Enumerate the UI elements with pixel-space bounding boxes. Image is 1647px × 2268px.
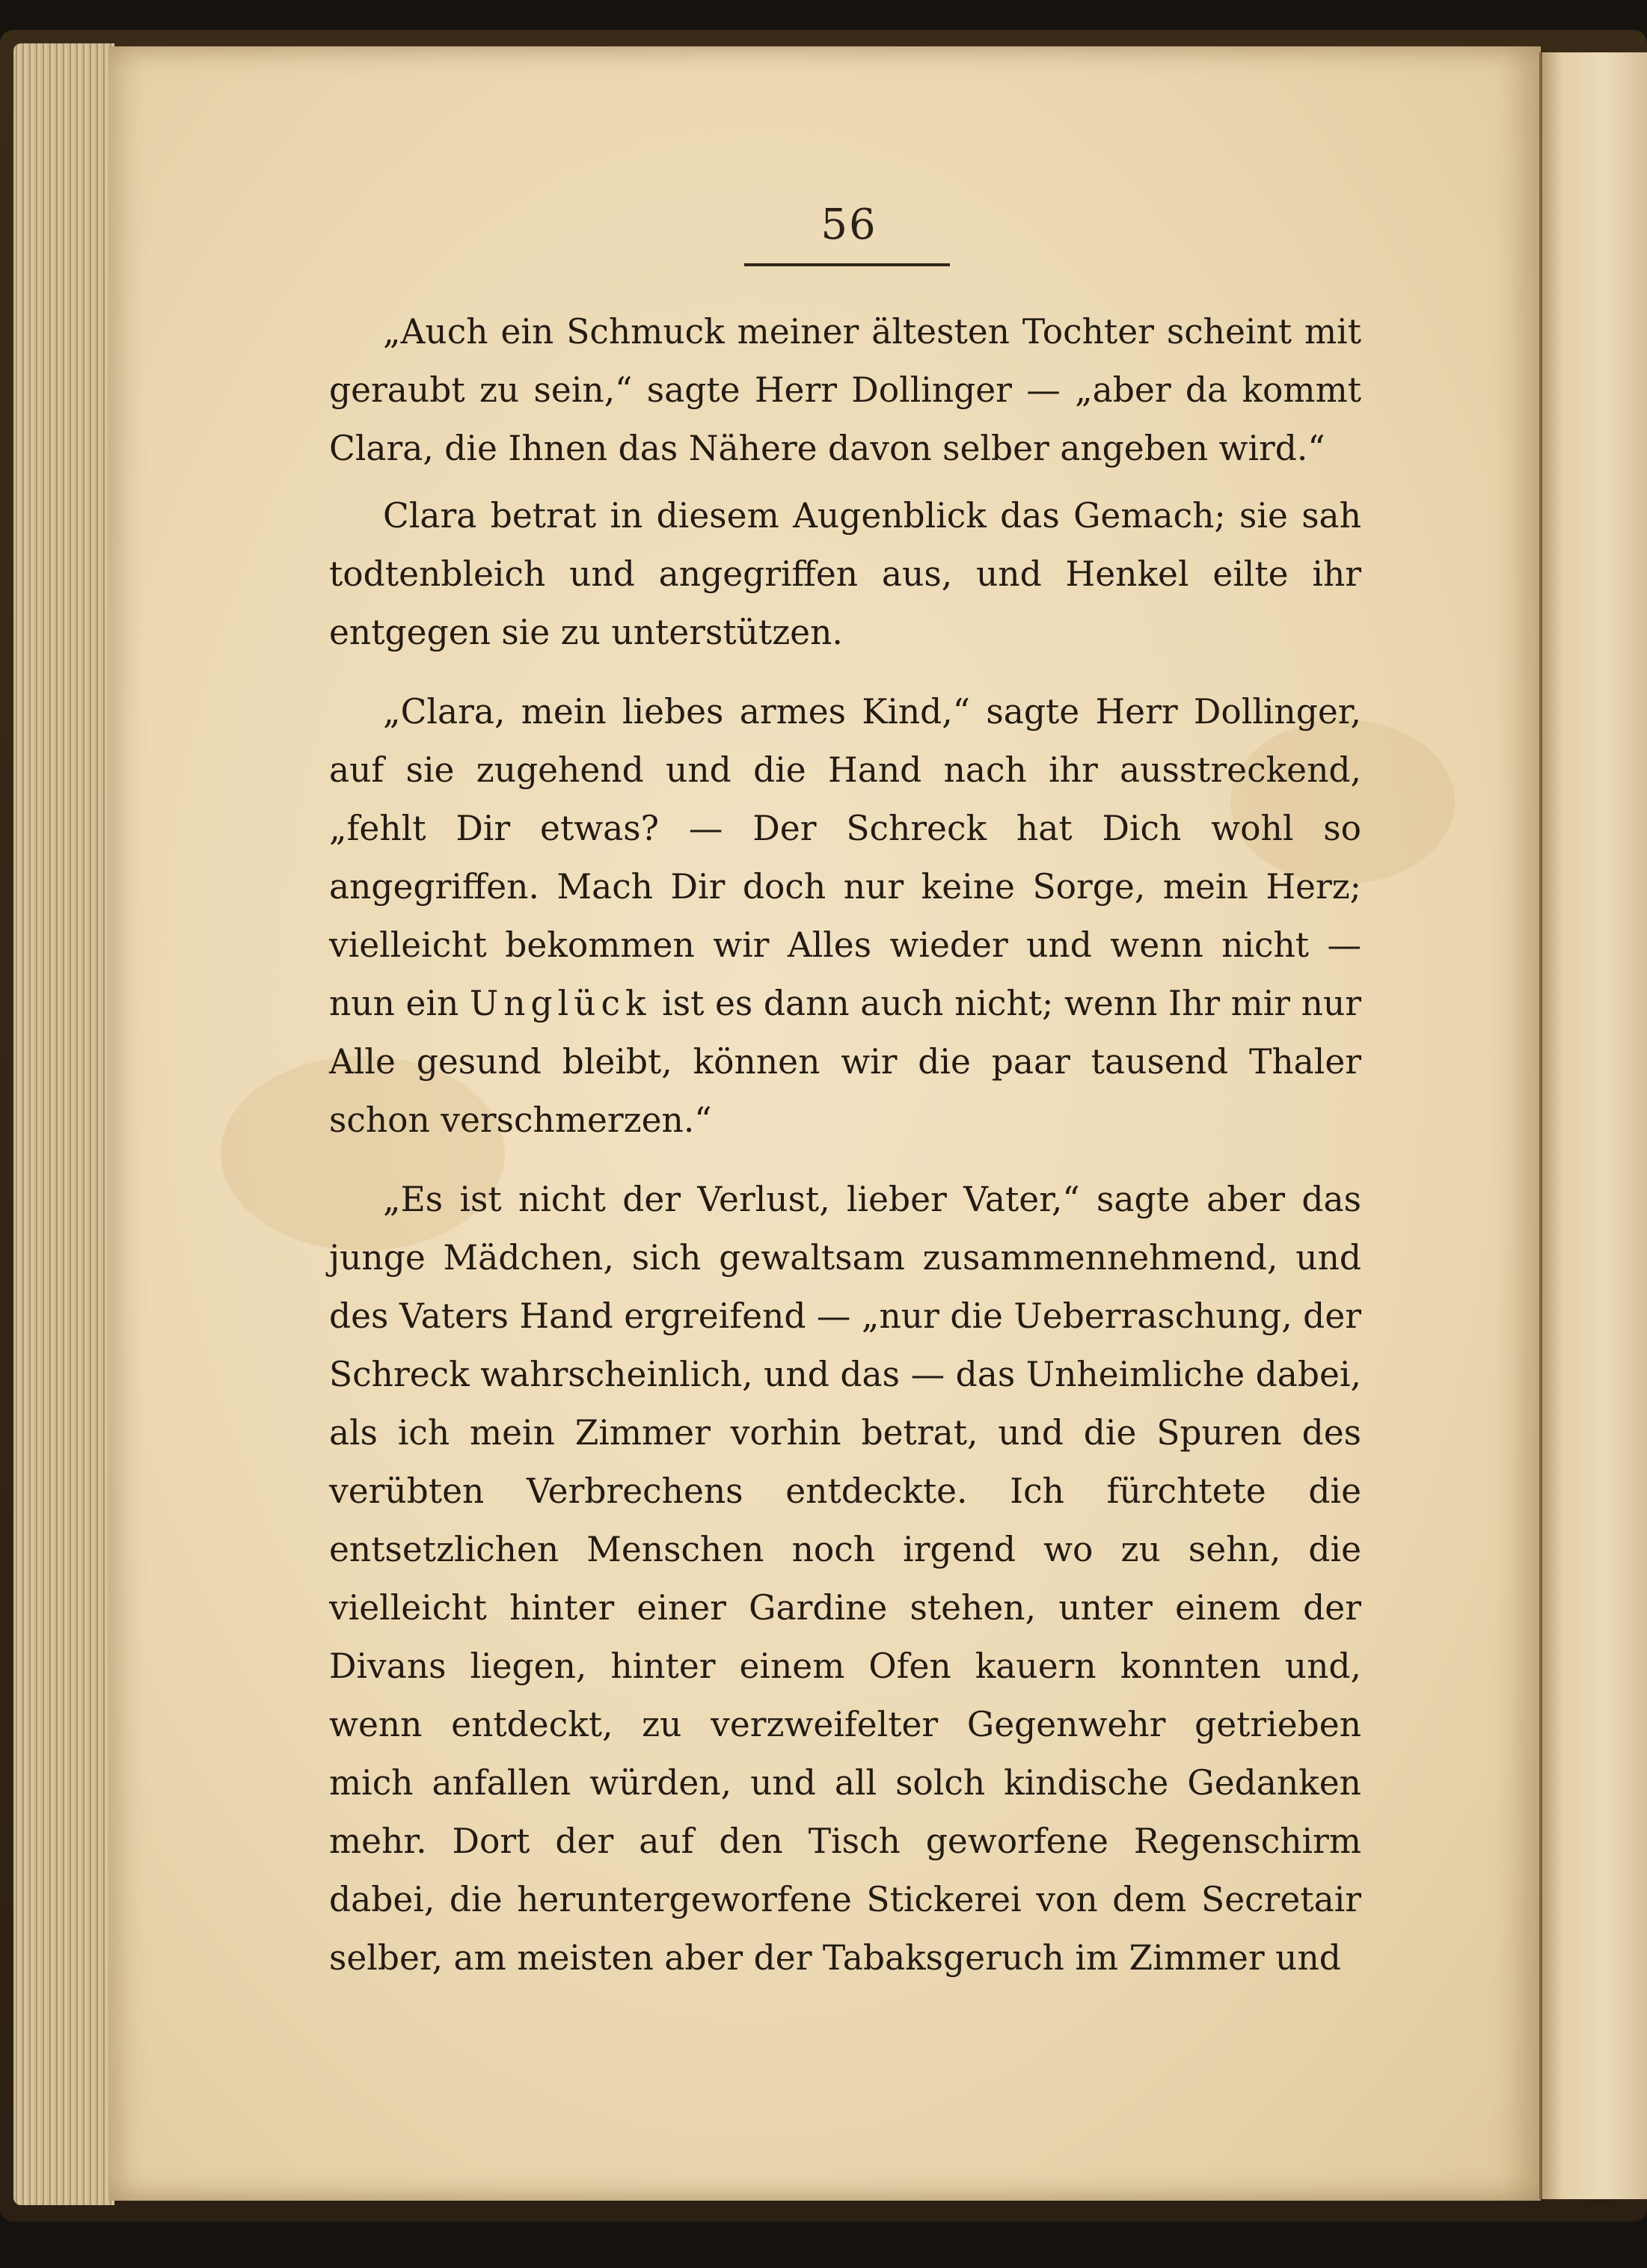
body-text (329, 303, 1361, 1987)
page-number: 56 (821, 200, 877, 249)
paragraph-2: Clara betrat in diesem Augenblick das Gemach; sie sah todtenbleich und angegriffen aus, und Henkel eilte ihr entgegen sie zu unterstützen. (329, 496, 1361, 652)
paragraph-3-part-1: „Clara, mein liebes armes Kind,“ sagte Herr Dollinger, auf sie zugehend und die Hand nach ihr ausstreckend, „fehlt Dir etwas? — Der Schreck hat Dich wohl so angegriffen. Mach Dir doch nur keine Sorge, mein Herz; vielleicht bekommen wir Alles wieder und wenn nicht — nun ein (329, 692, 1361, 1023)
header-rule (744, 263, 950, 266)
page-gutter (1539, 52, 1542, 2199)
paragraph-3 (329, 683, 1361, 1150)
page-edges-left (13, 43, 114, 2205)
paragraph-1: „Auch ein Schmuck meiner ältesten Tochter scheint mit geraubt zu sein,“ sagte Herr Dollinger — „aber da kommt Clara, die Ihnen das Nähere davon selber angeben wird.“ (329, 312, 1361, 468)
emphasized-word: Unglück (469, 984, 651, 1023)
paragraph-4: „Es ist nicht der Verlust, lieber Vater,“ sagte aber das junge Mädchen, sich gewaltsam zusammennehmend, und des Vaters Hand ergreifend — „nur die Ueberraschung, der Schreck wahrscheinlich, und das — das Unheimliche dabei, als ich mein Zimmer vorhin betrat, und die Spuren des verübten Verbrechens entdeckte. Ich fürchtete die entsetzlichen Menschen noch irgend wo zu sehn, die vielleicht hinter einer Gardine stehen, unter einem der Divans liegen, hinter einem Ofen kauern konnten und, wenn entdeckt, zu verzweifelter Gegenwehr getrieben mich anfallen würden, und all solch kindische Gedanken mehr. Dort der auf den Tisch geworfene Regenschirm dabei, die heruntergeworfene Stickerei von dem Secretair selber, am meisten aber der Tabaksgeruch im Zimmer und (329, 1180, 1361, 1978)
facing-page-edge (1541, 52, 1647, 2199)
paragraph-3-part-2: ist es dann auch nicht; wenn Ihr mir nur Alle gesund bleibt, können wir die paar tausend Thaler schon verschmerzen.“ (329, 984, 1362, 1140)
